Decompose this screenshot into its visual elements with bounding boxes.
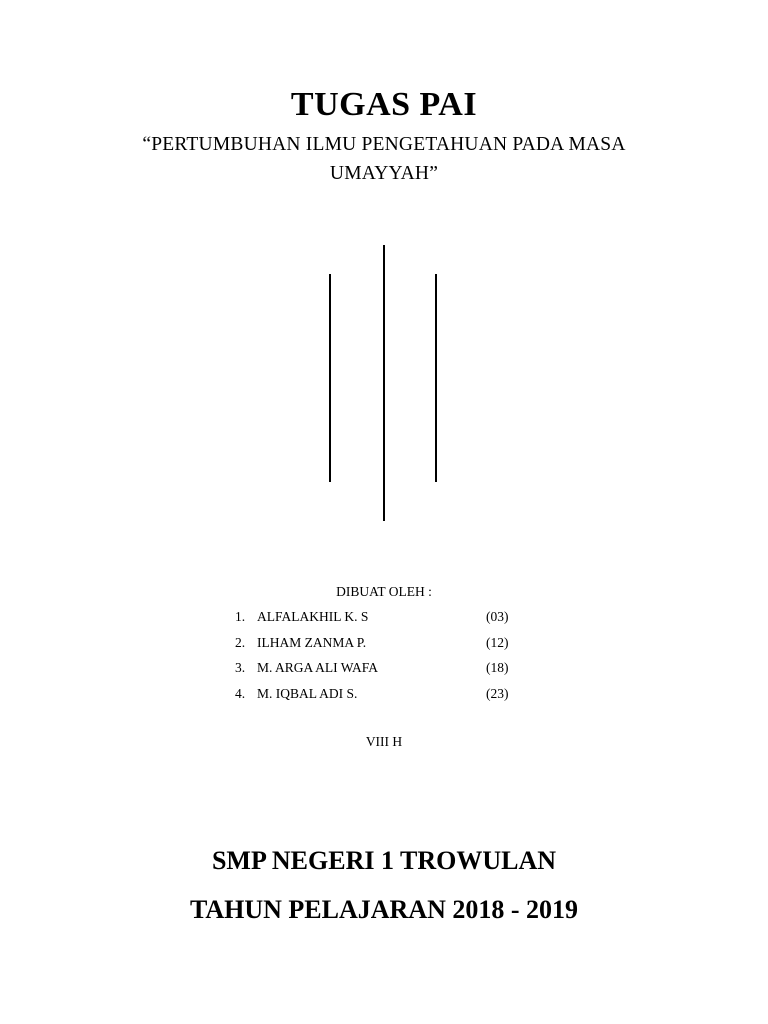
member-list bbox=[235, 607, 535, 709]
document-title: TUGAS PAI bbox=[290, 86, 478, 123]
member-number: 4. bbox=[235, 685, 246, 701]
list-item bbox=[235, 684, 535, 710]
member-absen: (12) bbox=[486, 634, 509, 650]
subtitle-line-2: UMAYYAH” bbox=[329, 163, 439, 184]
member-absen: (03) bbox=[486, 609, 509, 624]
made-by-label: DIBUAT OLEH : bbox=[336, 584, 432, 599]
member-name: M. IQBAL ADI S. bbox=[257, 685, 358, 701]
member-number: 2. bbox=[235, 634, 246, 650]
member-name: ALFALAKHIL K. S bbox=[257, 609, 369, 624]
school-name: SMP NEGERI 1 TROWULAN bbox=[211, 846, 557, 875]
class-label: VIII H bbox=[365, 734, 403, 749]
academic-year: TAHUN PELAJARAN 2018 - 2019 bbox=[189, 895, 579, 924]
member-absen: (23) bbox=[486, 685, 509, 701]
member-name: ILHAM ZANMA P. bbox=[257, 634, 367, 650]
logo-line-left bbox=[329, 274, 331, 482]
member-number: 3. bbox=[235, 660, 246, 675]
list-item bbox=[235, 607, 535, 633]
logo-line-center bbox=[383, 245, 385, 521]
member-name: M. ARGA ALI WAFA bbox=[257, 660, 379, 675]
list-item bbox=[235, 633, 535, 659]
member-absen: (18) bbox=[486, 660, 509, 675]
member-number: 1. bbox=[235, 609, 246, 624]
subtitle-line-1: “PERTUMBUHAN ILMU PENGETAHUAN PADA MASA bbox=[142, 134, 626, 155]
logo-line-right bbox=[435, 274, 437, 482]
list-item bbox=[235, 658, 535, 684]
document-subtitle bbox=[84, 130, 684, 188]
